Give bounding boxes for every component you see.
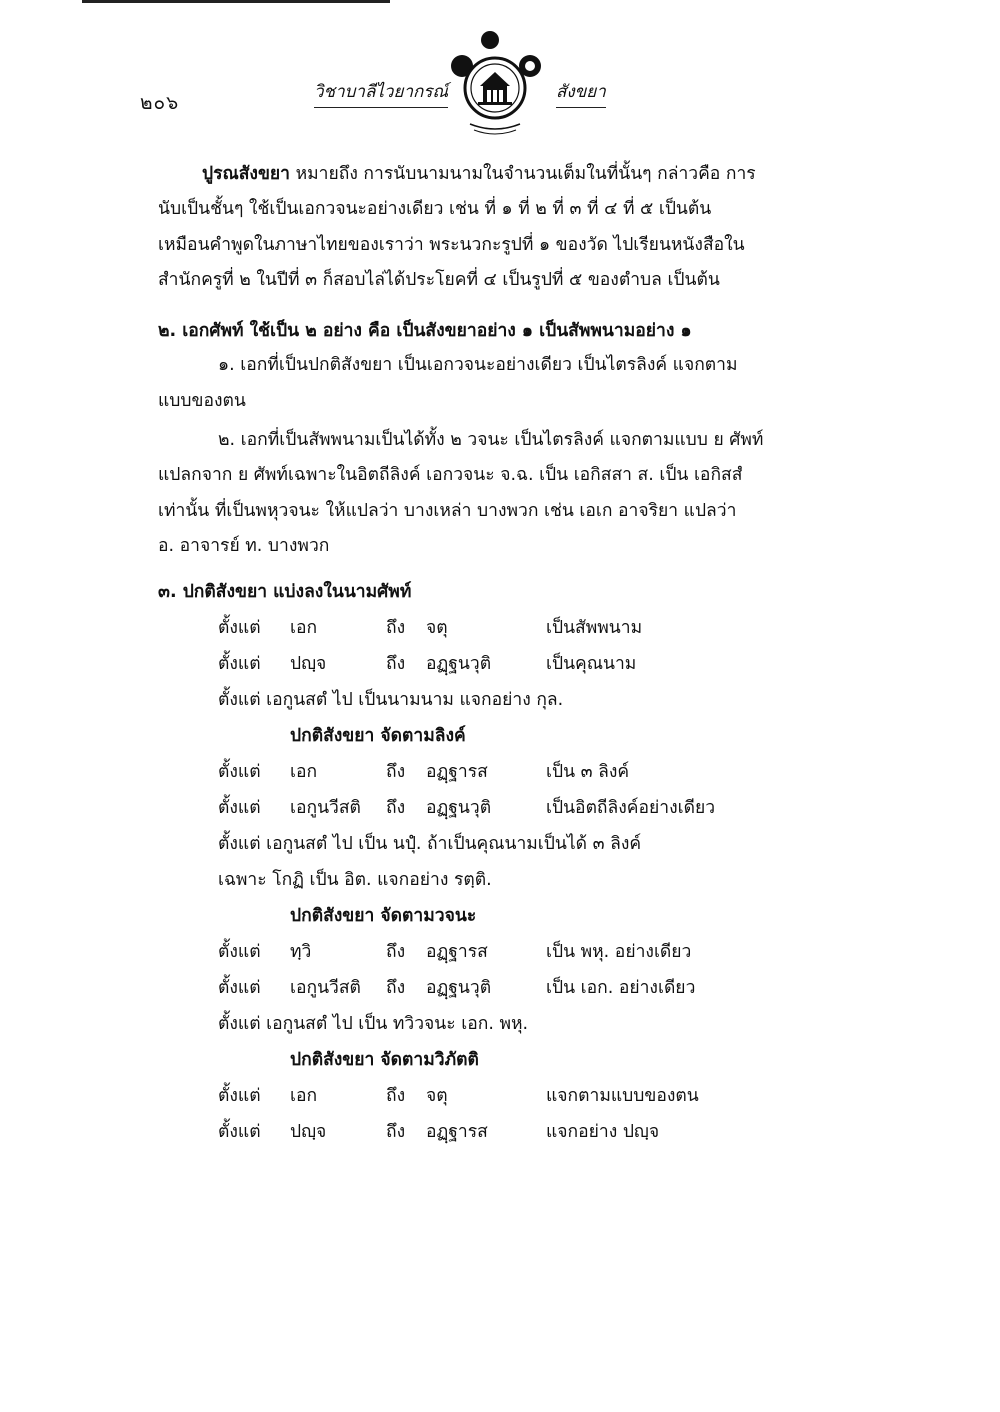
- cell-from: ตั้งแต่: [218, 1122, 261, 1142]
- cell-end: จตุ: [426, 1086, 448, 1106]
- cell-from: ตั้งแต่: [218, 654, 261, 674]
- table-note: เฉพาะ โกฏิ เป็น อิต. แจกอย่าง รตฺติ.: [218, 870, 492, 890]
- institution-emblem-icon: [440, 30, 550, 138]
- cell-from: ตั้งแต่: [218, 978, 261, 998]
- cell-result: เป็นอิตถีลิงค์อย่างเดียว: [546, 798, 716, 818]
- cell-from: ตั้งแต่: [218, 1086, 261, 1106]
- cell-to: ถึง: [386, 618, 406, 638]
- cell-to: ถึง: [386, 762, 406, 782]
- cell-result: แจกตามแบบของตน: [546, 1086, 699, 1106]
- paragraph-line: สำนักครูที่ ๒ ในปีที่ ๓ ก็สอบไล่ได้ประโยคที่ ๔ เป็นรูปที่ ๕ ของตำบล เป็นต้น: [158, 270, 720, 290]
- section-heading: ๓. ปกติสังขยา แบ่งลงในนามศัพท์: [158, 582, 412, 602]
- header-subtitle: สังขยา: [556, 78, 606, 108]
- cell-start: ปญฺจ: [290, 1122, 327, 1142]
- cell-start: เอก: [290, 762, 318, 782]
- header-title: วิชาบาลีไวยากรณ์: [314, 78, 448, 108]
- cell-end: อฏฺฐารส: [426, 1122, 488, 1142]
- paragraph-line: [202, 162, 756, 186]
- section-heading: ๒. เอกศัพท์ ใช้เป็น ๒ อย่าง คือ เป็นสังขยาอย่าง ๑ เป็นสัพพนามอย่าง ๑: [158, 321, 692, 341]
- cell-end: จตุ: [426, 618, 448, 638]
- list-item-line: เท่านั้น ที่เป็นพหุวจนะ ให้แปลว่า บางเหล่า บางพวก เช่น เอเก อาจริยา แปลว่า: [158, 501, 737, 521]
- subsection-heading: ปกติสังขยา จัดตามวจนะ: [290, 906, 477, 926]
- cell-result: แจกอย่าง ปญฺจ: [546, 1122, 660, 1142]
- table-row-text: ตั้งแต่ เอกูนสตํ ไป เป็น ทวิวจนะ เอก. พหุ.: [218, 1014, 529, 1034]
- cell-from: ตั้งแต่: [218, 762, 261, 782]
- cell-from: ตั้งแต่: [218, 618, 261, 638]
- cell-from: ตั้งแต่: [218, 798, 261, 818]
- table-row-text: ตั้งแต่ เอกูนสตํ ไป เป็น นปุํ. ถ้าเป็นคุณนามเป็นได้ ๓ ลิงค์: [218, 834, 642, 854]
- list-item-line: แบบของตน: [158, 391, 246, 411]
- cell-end: อฏฺฐารส: [426, 762, 488, 782]
- page-number: ๒๐๖: [140, 92, 180, 114]
- paragraph-line: นับเป็นชั้นๆ ใช้เป็นเอกวจนะอย่างเดียว เช่น ที่ ๑ ที่ ๒ ที่ ๓ ที่ ๔ ที่ ๕ เป็นต้น: [158, 199, 712, 219]
- cell-end: อฏฺฐารส: [426, 942, 488, 962]
- cell-start: ปญฺจ: [290, 654, 327, 674]
- top-rule: [82, 0, 390, 3]
- list-item-line: แปลกจาก ย ศัพท์เฉพาะในอิตถีลิงค์ เอกวจนะ จ.ฉ. เป็น เอกิสสา ส. เป็น เอกิสสํ: [158, 465, 743, 485]
- cell-end: อฏฺฐนวุติ: [426, 654, 492, 674]
- table-row-text: ตั้งแต่ เอกูนสตํ ไป เป็นนามนาม แจกอย่าง กุล.: [218, 690, 564, 710]
- list-item-line: ๑. เอกที่เป็นปกติสังขยา เป็นเอกวจนะอย่างเดียว เป็นไตรลิงค์ แจกตาม: [218, 355, 738, 375]
- cell-start: เอกูนวีสติ: [290, 978, 361, 998]
- cell-to: ถึง: [386, 978, 406, 998]
- page-header: [0, 30, 1000, 140]
- cell-to: ถึง: [386, 654, 406, 674]
- cell-to: ถึง: [386, 942, 406, 962]
- cell-to: ถึง: [386, 1086, 406, 1106]
- cell-start: เอกูนวีสติ: [290, 798, 361, 818]
- cell-result: เป็นสัพพนาม: [546, 618, 643, 638]
- cell-start: ทฺวิ: [290, 942, 312, 962]
- cell-end: อฏฺฐนวุติ: [426, 978, 492, 998]
- cell-start: เอก: [290, 1086, 318, 1106]
- cell-from: ตั้งแต่: [218, 942, 261, 962]
- cell-start: เอก: [290, 618, 318, 638]
- list-item-line: ๒. เอกที่เป็นสัพพนามเป็นได้ทั้ง ๒ วจนะ เป็นไตรลิงค์ แจกตามแบบ ย ศัพท์: [218, 430, 764, 450]
- paragraph-text: หมายถึง การนับนามนามในจำนวนเต็มในที่นั้นๆ กล่าวคือ การ: [290, 164, 756, 184]
- cell-result: เป็นคุณนาม: [546, 654, 637, 674]
- cell-result: เป็น เอก. อย่างเดียว: [546, 978, 696, 998]
- cell-end: อฏฺฐนวุติ: [426, 798, 492, 818]
- cell-to: ถึง: [386, 798, 406, 818]
- term-purana-sankhya: ปูรณสังขยา: [202, 164, 291, 184]
- cell-to: ถึง: [386, 1122, 406, 1142]
- cell-result: เป็น ๓ ลิงค์: [546, 762, 630, 782]
- paragraph-line: เหมือนคำพูดในภาษาไทยของเราว่า พระนวกะรูปที่ ๑ ของวัด ไปเรียนหนังสือใน: [158, 235, 745, 255]
- list-item-line: อ. อาจารย์ ท. บางพวก: [158, 536, 330, 556]
- subsection-heading: ปกติสังขยา จัดตามลิงค์: [290, 726, 466, 746]
- cell-result: เป็น พหุ. อย่างเดียว: [546, 942, 692, 962]
- subsection-heading: ปกติสังขยา จัดตามวิภัตติ: [290, 1050, 479, 1070]
